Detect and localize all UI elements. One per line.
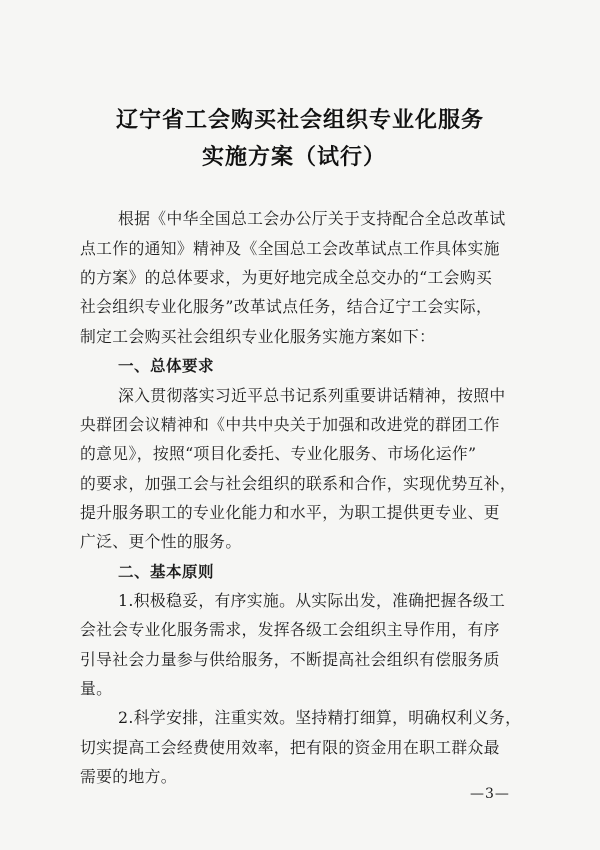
section1-line: 的要求，加强工会与社会组织的联系和合作，实现优势互补， [80, 474, 516, 493]
principle1-line: 量。 [80, 679, 113, 698]
principle2-line: 2.科学安排，注重实效。坚持精打细算，明确权利义务， [118, 708, 522, 727]
principle1-line: 1.积极稳妥，有序实施。从实际出发，准确把握各级工 [118, 591, 506, 610]
intro-line: 社会组织专业化服务”改革试点任务，结合辽宁工会实际， [80, 297, 493, 316]
principle2-line: 需要的地方。 [80, 767, 177, 786]
document-title-line-2: 实施方案（试行） [201, 145, 386, 170]
principle2-line: 切实提高工会经费使用效率，把有限的资金用在职工群众最 [80, 738, 500, 757]
section1-line: 的意见》，按照“项目化委托、专业化服务、市场化运作” [80, 444, 477, 463]
intro-line: 制定工会购买社会组织专业化服务实施方案如下： [80, 327, 436, 346]
section-heading-overall-requirements: 一、总体要求 [118, 357, 215, 375]
section-heading-basic-principles: 二、基本原则 [118, 563, 215, 581]
section1-line: 深入贯彻落实习近平总书记系列重要讲话精神，按照中 [118, 386, 506, 405]
principle1-line: 会社会专业化服务需求，发挥各级工会组织主导作用，有序 [80, 620, 500, 639]
section1-line: 提升服务职工的专业化能力和水平，为职工提供更专业、更 [80, 503, 500, 522]
page-number: —3— [470, 786, 510, 802]
intro-line: 点工作的通知》精神及《全国总工会改革试点工作具体实施 [80, 239, 500, 258]
section1-line: 广泛、更个性的服务。 [80, 532, 242, 551]
intro-line: 根据《中华全国总工会办公厅关于支持配合全总改革试 [118, 209, 506, 228]
section1-line: 央群团会议精神和《中共中央关于加强和改进党的群团工作 [80, 415, 500, 434]
document-title-line-1: 辽宁省工会购买社会组织专业化服务 [115, 108, 484, 133]
principle1-line: 引导社会力量参与供给服务，不断提高社会组织有偿服务质 [80, 650, 500, 669]
intro-line: 的方案》的总体要求，为更好地完成全总交办的“工会购买 [80, 268, 493, 287]
